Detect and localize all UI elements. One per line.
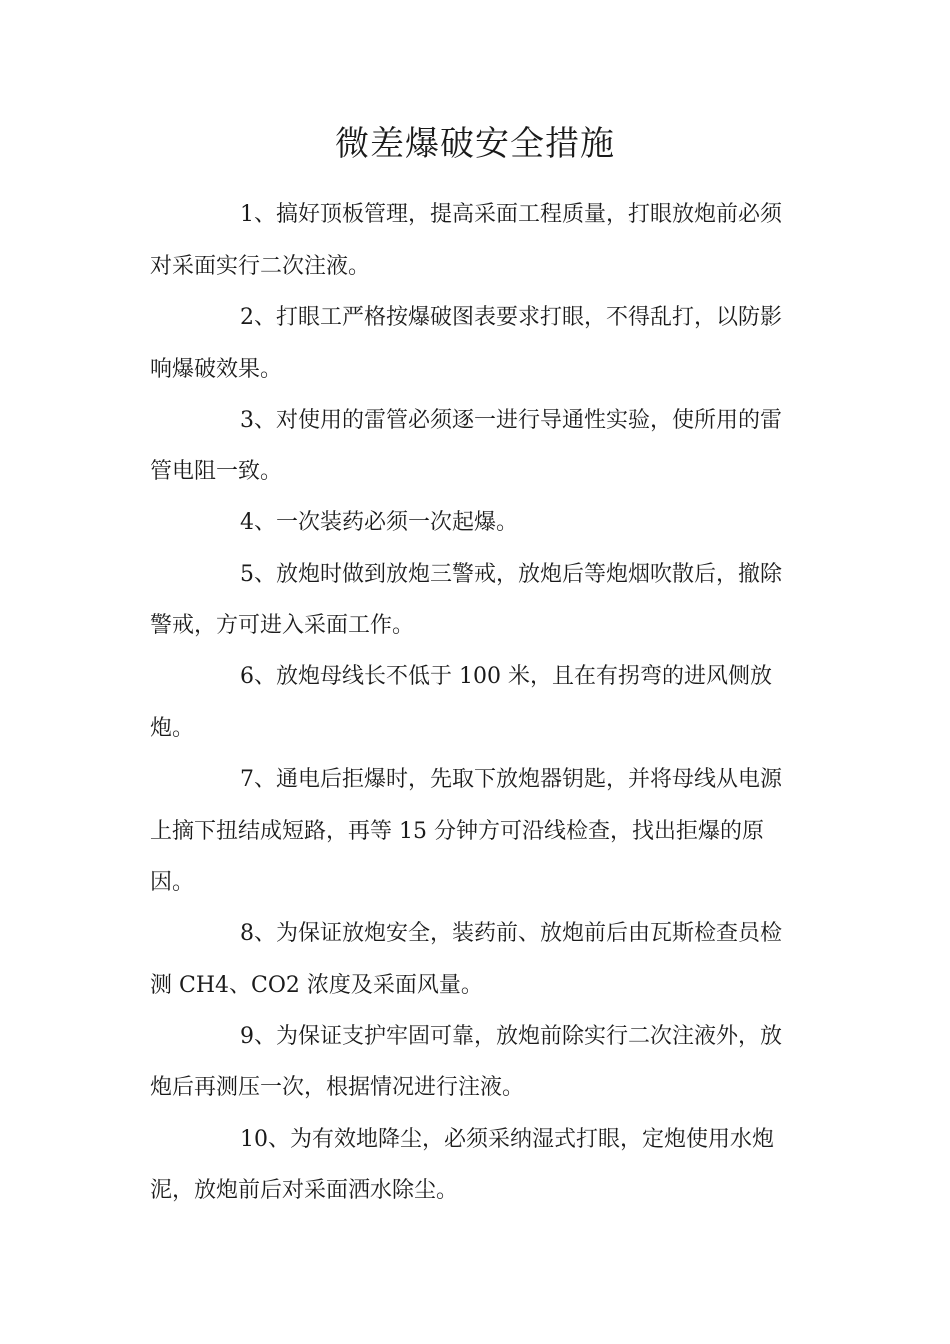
paragraph-3-line-2: 管电阻一致。 — [150, 459, 283, 484]
paragraph-3-line-1: 3、对使用的雷管必须逐一进行导通性实验，使所用的雷 — [240, 408, 782, 433]
paragraph-1-line-1: 1、搞好顶板管理，提高采面工程质量，打眼放炮前必须 — [240, 202, 782, 227]
paragraph-9-line-2: 炮后再测压一次，根据情况进行注液。 — [150, 1075, 525, 1100]
paragraph-8-line-2: 测 CH4、CO2 浓度及采面风量。 — [150, 973, 483, 998]
paragraph-7-line-1: 7、通电后拒爆时，先取下放炮器钥匙，并将母线从电源 — [240, 767, 782, 792]
paragraph-2-line-1: 2、打眼工严格按爆破图表要求打眼，不得乱打，以防影 — [240, 305, 782, 330]
paragraph-1-line-2: 对采面实行二次注液。 — [150, 254, 371, 279]
paragraph-8-line-1: 8、为保证放炮安全，装药前、放炮前后由瓦斯检查员检 — [240, 921, 782, 946]
paragraph-2-line-2: 响爆破效果。 — [150, 357, 283, 382]
paragraph-6-line-1: 6、放炮母线长不低于 100 米，且在有拐弯的进风侧放 — [240, 664, 772, 689]
document-title: 微差爆破安全措施 — [335, 124, 615, 164]
paragraph-4-line-1: 4、一次装药必须一次起爆。 — [240, 510, 518, 535]
paragraph-5-line-2: 警戒，方可进入采面工作。 — [150, 613, 415, 638]
paragraph-7-line-3: 因。 — [150, 870, 195, 895]
paragraph-5-line-1: 5、放炮时做到放炮三警戒，放炮后等炮烟吹散后，撤除 — [240, 562, 782, 587]
paragraph-6-line-2: 炮。 — [150, 716, 195, 741]
paragraph-10-line-2: 泥，放炮前后对采面洒水除尘。 — [150, 1178, 459, 1203]
paragraph-9-line-1: 9、为保证支护牢固可靠，放炮前除实行二次注液外，放 — [240, 1024, 782, 1049]
paragraph-7-line-2: 上摘下扭结成短路，再等 15 分钟方可沿线检查，找出拒爆的原 — [150, 819, 764, 844]
paragraph-10-line-1: 10、为有效地降尘，必须采纳湿式打眼，定炮使用水炮 — [240, 1127, 774, 1152]
